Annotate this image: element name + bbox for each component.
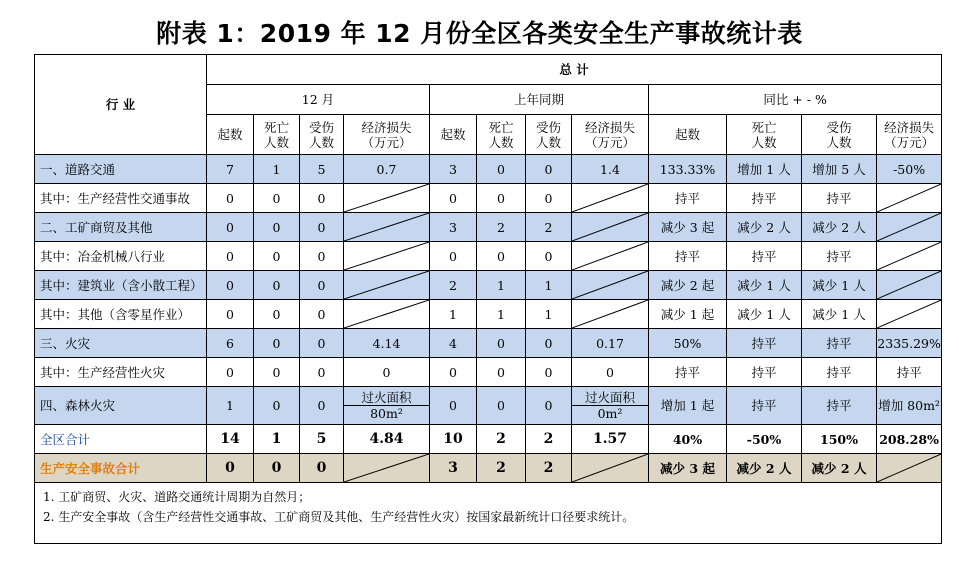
page-title: 附表 1：2019 年 12 月份全区各类安全生产事故统计表: [156, 19, 803, 48]
dec-header: 12 月: [207, 85, 430, 115]
yoy-cell: 150%: [802, 425, 877, 454]
dec-cell: [344, 184, 430, 213]
last-year-cell: 0: [477, 329, 526, 358]
injured-header: [526, 115, 572, 155]
yoy-cell: 50%: [649, 329, 727, 358]
diagonal-slash-icon: [344, 184, 429, 212]
dec-cell: 7: [207, 155, 254, 184]
diagonal-slash-icon: [344, 454, 429, 482]
table-row: [35, 425, 942, 454]
diagonal-slash-icon: [344, 300, 429, 328]
yoy-cell: [877, 454, 942, 483]
yoy-cell: -50%: [727, 425, 802, 454]
last-year-cell: 0.17: [572, 329, 649, 358]
last-year-cell: 0: [526, 329, 572, 358]
loss-header: [877, 115, 942, 155]
dec-cell: 0: [300, 300, 344, 329]
count-header: 起数: [207, 115, 254, 155]
dec-cell: 0: [207, 454, 254, 483]
row-label: 一、道路交通: [35, 155, 207, 184]
table-row: [35, 358, 942, 387]
dec-cell: 0: [300, 329, 344, 358]
last-year-cell: 0: [526, 387, 572, 425]
header-line: （万元）: [361, 134, 412, 150]
yoy-cell: 减少 2 人: [727, 213, 802, 242]
yoy-cell: 持平: [727, 329, 802, 358]
dec-cell: 0: [300, 184, 344, 213]
table-row: [35, 329, 942, 358]
header-line: 死亡: [751, 119, 777, 135]
last-year-cell: 0: [477, 155, 526, 184]
last-year-cell: 2: [430, 271, 477, 300]
dec-cell: 0: [207, 213, 254, 242]
dec-cell: 0: [207, 184, 254, 213]
last-year-cell: [572, 454, 649, 483]
yoy-header: 同比 + - %: [649, 85, 942, 115]
last-year-cell: 0: [477, 387, 526, 425]
table-row: [35, 454, 942, 483]
dec-cell: 1: [254, 425, 300, 454]
yoy-cell: [877, 184, 942, 213]
header-line: 人数: [826, 134, 852, 150]
yoy-cell: 持平: [727, 242, 802, 271]
yoy-cell: [877, 213, 942, 242]
statistics-table: [34, 54, 942, 544]
dec-cell: [344, 300, 430, 329]
last-year-cell: 4: [430, 329, 477, 358]
last-year-cell: 1.4: [572, 155, 649, 184]
last-year-cell: [572, 184, 649, 213]
loss-label: 过火面积: [584, 390, 635, 405]
total-header: 总 计: [207, 55, 942, 85]
last-year-cell: 1: [526, 271, 572, 300]
last-year-cell: 0: [430, 358, 477, 387]
yoy-cell: [877, 300, 942, 329]
dec-cell: 0: [207, 358, 254, 387]
yoy-cell: 减少 3 起: [649, 213, 727, 242]
yoy-cell: 增加 1 人: [727, 155, 802, 184]
last-year-cell: 0: [526, 184, 572, 213]
loss-value: 80m²: [344, 405, 429, 421]
loss-label: 过火面积: [361, 390, 412, 405]
row-label: 其中：冶金机械八行业: [35, 242, 207, 271]
last-year-cell: 2: [526, 213, 572, 242]
last-year-cell: 2: [477, 425, 526, 454]
diagonal-slash-icon: [877, 271, 941, 299]
last-year-cell: 0: [526, 358, 572, 387]
yoy-cell: 持平: [727, 358, 802, 387]
diagonal-slash-icon: [877, 300, 941, 328]
table-row: [35, 300, 942, 329]
row-label: 其中：建筑业（含小散工程）: [35, 271, 207, 300]
dec-cell: 0: [207, 300, 254, 329]
table-row: [35, 271, 942, 300]
last-year-cell: 3: [430, 454, 477, 483]
yoy-cell: 减少 3 起: [649, 454, 727, 483]
diagonal-slash-icon: [572, 184, 648, 212]
dec-cell: [344, 242, 430, 271]
diagonal-slash-icon: [877, 242, 941, 270]
diagonal-slash-icon: [572, 300, 648, 328]
dec-cell: [344, 213, 430, 242]
yoy-cell: -50%: [877, 155, 942, 184]
header-line: 经济损失: [884, 119, 935, 135]
yoy-cell: [877, 242, 942, 271]
yoy-cell: 增加 80m²: [877, 387, 942, 425]
loss-header: [344, 115, 430, 155]
last-year-cell: 0: [477, 184, 526, 213]
header-line: 经济损失: [584, 119, 635, 135]
statistics-table-container: [34, 54, 941, 544]
diagonal-slash-icon: [572, 454, 648, 482]
dec-cell: 0: [254, 300, 300, 329]
last-year-cell: 0: [477, 358, 526, 387]
yoy-cell: 减少 1 人: [727, 271, 802, 300]
diagonal-slash-icon: [344, 213, 429, 241]
diagonal-slash-icon: [877, 184, 941, 212]
row-label: 全区合计: [35, 425, 207, 454]
table-row: [35, 155, 942, 184]
diagonal-slash-icon: [572, 242, 648, 270]
dec-cell: 1: [207, 387, 254, 425]
industry-header: 行 业: [35, 55, 207, 155]
last-year-cell: 3: [430, 213, 477, 242]
yoy-cell: 持平: [802, 242, 877, 271]
last-year-cell: 1: [430, 300, 477, 329]
dec-cell: [344, 454, 430, 483]
table-row: [35, 242, 942, 271]
header-line: 人数: [535, 134, 561, 150]
last-year-cell: 0: [477, 242, 526, 271]
yoy-cell: 208.28%: [877, 425, 942, 454]
dec-cell: 6: [207, 329, 254, 358]
dec-cell: 0.7: [344, 155, 430, 184]
yoy-cell: 减少 1 起: [649, 300, 727, 329]
header-line: 死亡: [263, 119, 289, 135]
yoy-cell: 减少 1 人: [802, 300, 877, 329]
count-header: 起数: [430, 115, 477, 155]
dec-cell: 0: [254, 184, 300, 213]
header-line: （万元）: [884, 134, 935, 150]
last-year-cell: [572, 300, 649, 329]
yoy-cell: 减少 1 人: [802, 271, 877, 300]
yoy-cell: 40%: [649, 425, 727, 454]
last-year-cell: 3: [430, 155, 477, 184]
loss-value: 0m²: [572, 405, 648, 421]
yoy-cell: 133.33%: [649, 155, 727, 184]
note-1: 1. 工矿商贸、火灾、道路交通统计周期为自然月；: [43, 490, 311, 504]
injured-header: [300, 115, 344, 155]
dec-cell: 0: [300, 358, 344, 387]
dec-cell: 0: [207, 242, 254, 271]
diagonal-slash-icon: [344, 271, 429, 299]
diagonal-slash-icon: [877, 454, 941, 482]
dec-cell: 0: [300, 387, 344, 425]
diagonal-slash-icon: [572, 213, 648, 241]
row-label: 四、森林火灾: [35, 387, 207, 425]
table-row: [35, 184, 942, 213]
last-year-cell: 2: [526, 454, 572, 483]
deaths-header: [727, 115, 802, 155]
row-label: 二、工矿商贸及其他: [35, 213, 207, 242]
yoy-cell: 持平: [649, 184, 727, 213]
yoy-cell: 减少 1 人: [727, 300, 802, 329]
dec-cell: 1: [254, 155, 300, 184]
last-year-cell: [572, 271, 649, 300]
dec-cell: 0: [254, 242, 300, 271]
diagonal-slash-icon: [572, 271, 648, 299]
header-line: 人数: [488, 134, 514, 150]
dec-cell: 0: [300, 213, 344, 242]
last-year-cell: [572, 242, 649, 271]
diagonal-slash-icon: [877, 213, 941, 241]
note-2: 2. 生产安全事故（含生产经营性交通事故、工矿商贸及其他、生产经营性火灾）按国家最新统计口径要求统计。: [43, 510, 635, 524]
yoy-cell: 持平: [802, 184, 877, 213]
dec-cell: 5: [300, 155, 344, 184]
last-year-cell: 2: [477, 454, 526, 483]
dec-cell: 0: [254, 454, 300, 483]
deaths-header: [254, 115, 300, 155]
last-year-cell: 1: [526, 300, 572, 329]
table-row: [35, 213, 942, 242]
header-line: 人数: [751, 134, 777, 150]
diagonal-slash-icon: [344, 242, 429, 270]
last-year-cell: [572, 387, 649, 425]
last-year-cell: 2: [477, 213, 526, 242]
header-line: （万元）: [584, 134, 635, 150]
dec-cell: 0: [300, 271, 344, 300]
yoy-cell: 持平: [649, 242, 727, 271]
count-header: 起数: [649, 115, 727, 155]
yoy-cell: [877, 271, 942, 300]
yoy-cell: 持平: [727, 387, 802, 425]
yoy-cell: 持平: [802, 358, 877, 387]
last-year-cell: [572, 213, 649, 242]
last-year-cell: 1: [477, 300, 526, 329]
yoy-cell: 2335.29%: [877, 329, 942, 358]
row-label: 其中：生产经营性交通事故: [35, 184, 207, 213]
yoy-cell: 减少 2 人: [802, 454, 877, 483]
dec-cell: 0: [254, 213, 300, 242]
last-year-cell: 0: [430, 184, 477, 213]
yoy-cell: 持平: [802, 387, 877, 425]
dec-cell: 14: [207, 425, 254, 454]
last-year-cell: 0: [526, 242, 572, 271]
dec-cell: 0: [344, 358, 430, 387]
yoy-cell: 持平: [649, 358, 727, 387]
row-label: 其中：生产经营性火灾: [35, 358, 207, 387]
yoy-cell: 减少 2 起: [649, 271, 727, 300]
header-line: 人数: [263, 134, 289, 150]
row-label: 三、火灾: [35, 329, 207, 358]
deaths-header: [477, 115, 526, 155]
last-year-cell: 0: [526, 155, 572, 184]
dec-cell: 0: [300, 242, 344, 271]
yoy-cell: 减少 2 人: [727, 454, 802, 483]
last-year-cell: 0: [430, 387, 477, 425]
dec-cell: 0: [254, 271, 300, 300]
header-line: 死亡: [488, 119, 514, 135]
header-line: 人数: [308, 134, 334, 150]
loss-header: [572, 115, 649, 155]
header-line: 经济损失: [361, 119, 412, 135]
row-label: 生产安全事故合计: [35, 454, 207, 483]
dec-cell: [344, 271, 430, 300]
yoy-cell: 增加 5 人: [802, 155, 877, 184]
dec-cell: 0: [254, 329, 300, 358]
notes-cell: [35, 483, 942, 544]
dec-cell: 0: [254, 387, 300, 425]
dec-cell: 0: [254, 358, 300, 387]
yoy-cell: 增加 1 起: [649, 387, 727, 425]
header-line: 受伤: [308, 119, 334, 135]
row-label: 其中：其他（含零星作业）: [35, 300, 207, 329]
table-row: [35, 387, 942, 425]
header-line: 受伤: [826, 119, 852, 135]
header-line: 受伤: [535, 119, 561, 135]
dec-cell: [344, 387, 430, 425]
last-year-cell: 2: [526, 425, 572, 454]
dec-cell: 4.14: [344, 329, 430, 358]
dec-cell: 4.84: [344, 425, 430, 454]
dec-cell: 5: [300, 425, 344, 454]
last-year-header: 上年同期: [430, 85, 649, 115]
yoy-cell: 减少 2 人: [802, 213, 877, 242]
yoy-cell: 持平: [877, 358, 942, 387]
yoy-cell: 持平: [802, 329, 877, 358]
last-year-cell: 10: [430, 425, 477, 454]
last-year-cell: 1.57: [572, 425, 649, 454]
last-year-cell: 1: [477, 271, 526, 300]
dec-cell: 0: [207, 271, 254, 300]
yoy-cell: 持平: [727, 184, 802, 213]
last-year-cell: 0: [430, 242, 477, 271]
last-year-cell: 0: [572, 358, 649, 387]
injured-header: [802, 115, 877, 155]
dec-cell: 0: [300, 454, 344, 483]
